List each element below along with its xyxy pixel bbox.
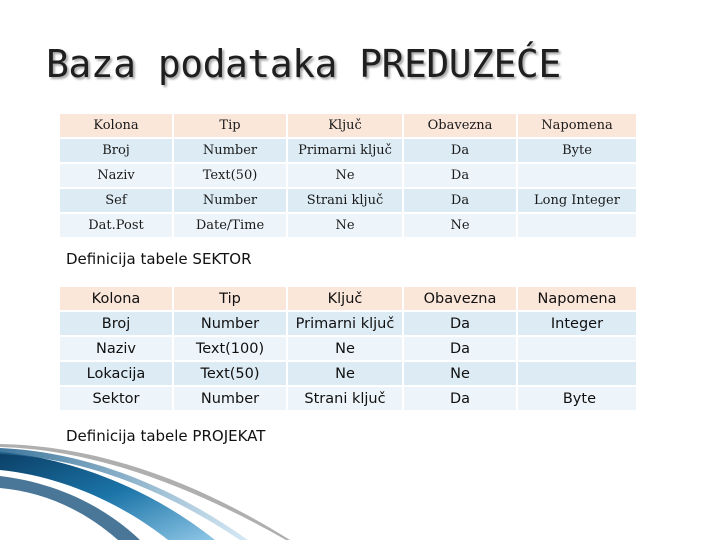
table-cell: Sef [60, 189, 172, 212]
table-cell: Broj [60, 312, 172, 335]
table-cell: Strani ključ [288, 189, 402, 212]
table-cell: Naziv [60, 164, 172, 187]
header-cell: Kolona [60, 287, 172, 310]
header-cell: Napomena [518, 114, 636, 137]
table-cell: Ne [404, 214, 516, 237]
table-row [60, 139, 636, 162]
table-cell: Strani ključ [288, 387, 402, 410]
table-cell: Da [404, 387, 516, 410]
table-row [60, 362, 636, 385]
slide-title: Baza podataka PREDUZEĆE [46, 42, 561, 86]
table-cell: Da [404, 139, 516, 162]
table-cell: Naziv [60, 337, 172, 360]
table-header-row [60, 287, 636, 310]
table-cell [518, 337, 636, 360]
table-cell: Ne [288, 164, 402, 187]
table-cell [518, 362, 636, 385]
table-cell: Integer [518, 312, 636, 335]
header-cell: Ključ [288, 114, 402, 137]
table-cell: Number [174, 189, 286, 212]
table-cell: Ne [404, 362, 516, 385]
table-cell: Number [174, 312, 286, 335]
table-row [60, 214, 636, 237]
table-cell: Primarni ključ [288, 312, 402, 335]
header-cell: Napomena [518, 287, 636, 310]
header-cell: Tip [174, 114, 286, 137]
table-row [60, 337, 636, 360]
table-cell: Byte [518, 387, 636, 410]
header-cell: Ključ [288, 287, 402, 310]
table-sektor [58, 285, 638, 412]
table-row [60, 387, 636, 410]
decorative-swoosh [0, 430, 300, 540]
table-cell [518, 164, 636, 187]
table-cell: Text(50) [174, 164, 286, 187]
table-cell: Text(50) [174, 362, 286, 385]
table-cell: Dat.Post [60, 214, 172, 237]
table-cell: Da [404, 337, 516, 360]
table-cell [518, 214, 636, 237]
table-preduzece [58, 112, 638, 239]
table-cell: Ne [288, 337, 402, 360]
table-cell: Ne [288, 214, 402, 237]
table-cell: Number [174, 387, 286, 410]
table-cell: Ne [288, 362, 402, 385]
header-cell: Obavezna [404, 287, 516, 310]
table-cell: Broj [60, 139, 172, 162]
table-cell: Long Integer [518, 189, 636, 212]
table-header-row [60, 114, 636, 137]
table-cell: Da [404, 164, 516, 187]
table-cell: Number [174, 139, 286, 162]
table-cell: Primarni ključ [288, 139, 402, 162]
table-caption-projekat: Definicija tabele PROJEKAT [66, 427, 266, 445]
table-caption-sektor: Definicija tabele SEKTOR [66, 250, 252, 268]
header-cell: Tip [174, 287, 286, 310]
header-cell: Kolona [60, 114, 172, 137]
table-row [60, 164, 636, 187]
table-cell: Da [404, 189, 516, 212]
table-cell: Sektor [60, 387, 172, 410]
table-cell: Date/Time [174, 214, 286, 237]
table-cell: Byte [518, 139, 636, 162]
table-row [60, 189, 636, 212]
table-row [60, 312, 636, 335]
header-cell: Obavezna [404, 114, 516, 137]
table-cell: Lokacija [60, 362, 172, 385]
table-cell: Text(100) [174, 337, 286, 360]
table-cell: Da [404, 312, 516, 335]
